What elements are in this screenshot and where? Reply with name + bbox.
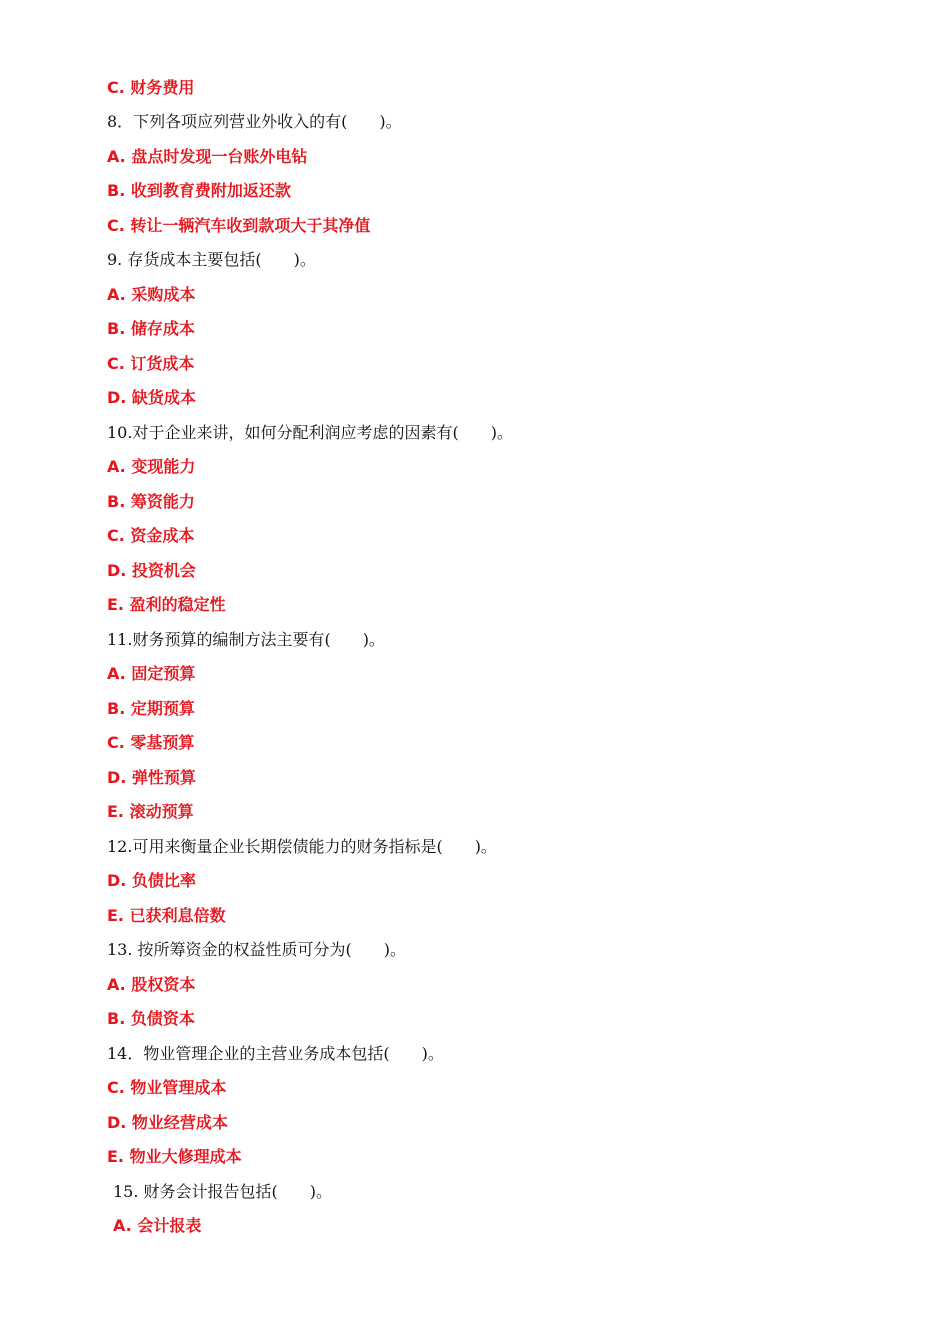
answer-option: E. 盈利的稳定性	[107, 595, 226, 614]
answer-option: D. 缺货成本	[107, 388, 196, 407]
answer-option: B. 负债资本	[107, 1009, 195, 1028]
answer-option: D. 弹性预算	[107, 768, 196, 787]
answer-option: C. 订货成本	[107, 354, 195, 373]
answer-option: C. 零基预算	[107, 733, 195, 752]
question-10: 10.对于企业来讲，如何分配利润应考虑的因素有( )。	[107, 423, 513, 442]
question-12: 12.可用来衡量企业长期偿债能力的财务指标是( )。	[107, 837, 497, 856]
answer-option: B. 定期预算	[107, 699, 195, 718]
answer-option: A. 采购成本	[107, 285, 196, 304]
answer-option: B. 收到教育费附加返还款	[107, 181, 291, 200]
answer-option: D. 物业经营成本	[107, 1113, 228, 1132]
question-9: 9. 存货成本主要包括( )。	[107, 250, 316, 269]
answer-option: C. 物业管理成本	[107, 1078, 227, 1097]
answer-option: C. 资金成本	[107, 526, 195, 545]
answer-option: A. 固定预算	[107, 664, 196, 683]
answer-option: E. 物业大修理成本	[107, 1147, 242, 1166]
question-13: 13. 按所筹资金的权益性质可分为( )。	[107, 940, 407, 959]
answer-option: A. 盘点时发现一台账外电钻	[107, 147, 308, 166]
question-15: 15. 财务会计报告包括( )。	[113, 1182, 333, 1201]
question-11: 11.财务预算的编制方法主要有( )。	[107, 630, 385, 649]
answer-option: E. 已获利息倍数	[107, 906, 226, 925]
answer-option: A. 会计报表	[113, 1216, 202, 1235]
question-8: 8．下列各项应列营业外收入的有( )。	[107, 112, 402, 131]
answer-option: B. 筹资能力	[107, 492, 195, 511]
answer-option: E. 滚动预算	[107, 802, 194, 821]
answer-option: A. 变现能力	[107, 457, 196, 476]
answer-option: C. 转让一辆汽车收到款项大于其净值	[107, 216, 371, 235]
answer-option: D. 负债比率	[107, 871, 196, 890]
question-14: 14．物业管理企业的主营业务成本包括( )。	[107, 1044, 444, 1063]
answer-option: C. 财务费用	[107, 78, 195, 97]
answer-option: D. 投资机会	[107, 561, 196, 580]
answer-option: A. 股权资本	[107, 975, 196, 994]
answer-option: B. 储存成本	[107, 319, 195, 338]
